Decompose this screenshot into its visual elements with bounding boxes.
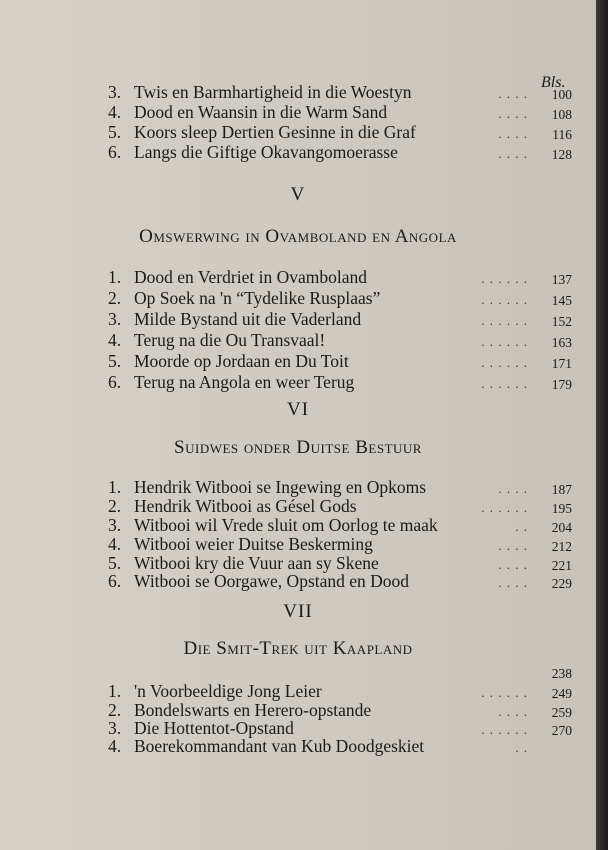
toc-entry <box>108 287 572 309</box>
entry-title: Hendrik Witbooi as Gésel Gods <box>134 496 357 516</box>
entry-number: 5. <box>108 351 122 371</box>
toc-entry <box>108 371 572 393</box>
entry-number: 6. <box>108 142 122 162</box>
entry-number: 5. <box>108 122 122 142</box>
section-heading: Omswerwing in Ovamboland en Angola <box>139 226 457 247</box>
entry-page-number: 259 <box>551 705 572 720</box>
entry-page-number: 270 <box>551 723 572 738</box>
entry-page-number: 204 <box>551 520 572 535</box>
toc-entry <box>108 570 572 592</box>
dot-leader: . . . . <box>498 481 528 496</box>
entry-number: 1. <box>108 267 122 287</box>
entry-number: 3. <box>108 718 122 738</box>
entry-number: 1. <box>108 477 122 497</box>
toc-entry <box>108 101 572 123</box>
dot-leader: . . . . . . <box>481 313 528 328</box>
dot-leader: . . . . <box>498 126 528 141</box>
entry-page-number: 163 <box>551 335 572 350</box>
entry-number: 4. <box>108 330 122 350</box>
dot-leader: . . . . . . <box>481 722 528 737</box>
entry-page-number: 187 <box>551 482 572 497</box>
entry-number: 3. <box>108 309 122 329</box>
entry-page-number: 249 <box>551 686 572 701</box>
entry-page-number: 128 <box>551 147 572 162</box>
entry-page-number: 137 <box>551 272 572 287</box>
dot-leader: . . . . . . <box>481 355 528 370</box>
entry-number: 4. <box>108 534 122 554</box>
entry-number: 6. <box>108 372 122 392</box>
toc-entry <box>108 266 572 288</box>
dot-leader: . . . . <box>498 538 528 553</box>
entry-number: 4. <box>108 102 122 122</box>
dot-leader: . . . . . . <box>481 685 528 700</box>
entry-page-number: 195 <box>551 501 572 516</box>
book-spine-edge <box>596 0 608 850</box>
entry-title: Moorde op Jordaan en Du Toit <box>134 351 349 371</box>
entry-title: Witbooi kry die Vuur aan sy Skene <box>134 553 379 573</box>
entry-title: Witbooi weier Duitse Beskerming <box>134 534 373 554</box>
entry-number: 1. <box>108 681 122 701</box>
toc-entry-page-only <box>108 660 572 682</box>
dot-leader: . . . . . . <box>481 292 528 307</box>
entry-title: Milde Bystand uit die Vaderland <box>134 309 362 329</box>
dot-leader: . . . . <box>498 146 528 161</box>
entry-page-number: 179 <box>551 377 572 392</box>
entry-page-number: 229 <box>551 576 572 591</box>
section-numeral: VII <box>283 601 313 622</box>
entry-number: 4. <box>108 736 122 756</box>
toc-entry <box>108 81 572 103</box>
entry-title: Koors sleep Dertien Gesinne in die Graf <box>134 122 416 142</box>
entry-page-number: 238 <box>551 666 572 681</box>
toc-entry <box>108 141 572 163</box>
entry-number: 3. <box>108 82 122 102</box>
dot-leader: . . . . <box>498 575 528 590</box>
entry-title: Dood en Verdriet in Ovamboland <box>134 267 367 287</box>
entry-number: 5. <box>108 553 122 573</box>
toc-entry <box>108 350 572 372</box>
dot-leader: . . <box>515 519 528 534</box>
section-heading: Suidwes onder Duitse Bestuur <box>174 437 422 458</box>
entry-title: Terug na die Ou Transvaal! <box>134 330 326 350</box>
section-numeral: V <box>290 184 306 205</box>
section-numeral: VI <box>286 399 310 420</box>
entry-title: Twis en Barmhartigheid in die Woestyn <box>134 82 412 102</box>
entry-title: Boerekommandant van Kub Doodgeskiet <box>134 736 425 756</box>
dot-leader: . . . . <box>498 106 528 121</box>
toc-entry <box>108 121 572 143</box>
dot-leader: . . . . . . <box>481 376 528 391</box>
toc-entry <box>108 735 572 757</box>
dot-leader: . . . . . . <box>481 271 528 286</box>
entry-page-number: 212 <box>551 539 572 554</box>
entry-number: 2. <box>108 496 122 516</box>
dot-leader: . . . . <box>498 557 528 572</box>
entry-title: Bondelswarts en Herero-opstande <box>134 700 372 720</box>
entry-page-number: 100 <box>551 87 572 102</box>
entry-page-number: 152 <box>551 314 572 329</box>
page-column-label: Bls. <box>541 74 566 91</box>
entry-title: Langs die Giftige Okavangomoerasse <box>134 142 398 162</box>
entry-number: 2. <box>108 700 122 720</box>
entry-title: Witbooi se Oorgawe, Opstand en Dood <box>134 571 410 591</box>
entry-title: Witbooi wil Vrede sluit om Oorlog te maak <box>134 515 438 535</box>
entry-title: Dood en Waansin in die Warm Sand <box>134 102 388 122</box>
entry-page-number: 116 <box>552 127 572 142</box>
section-heading: Die Smit-Trek uit Kaapland <box>183 638 413 659</box>
entry-number: 2. <box>108 288 122 308</box>
entry-title: Op Soek na 'n “Tydelike Rusplaas” <box>134 288 381 308</box>
entry-page-number: 221 <box>551 558 572 573</box>
entry-title: 'n Voorbeeldige Jong Leier <box>134 681 322 701</box>
entry-page-number: 171 <box>551 356 572 371</box>
entry-number: 3. <box>108 515 122 535</box>
dot-leader: . . . . <box>498 86 528 101</box>
entry-title: Die Hottentot-Opstand <box>134 718 294 738</box>
toc-entry <box>108 308 572 330</box>
dot-leader: . . . . <box>498 704 528 719</box>
entry-page-number: 145 <box>551 293 572 308</box>
entry-page-number: 108 <box>551 107 572 122</box>
toc-entry <box>108 329 572 351</box>
entry-number: 6. <box>108 571 122 591</box>
entry-title: Terug na Angola en weer Terug <box>134 372 355 392</box>
entry-title: Hendrik Witbooi se Ingewing en Opkoms <box>134 477 427 497</box>
dot-leader: . . . . . . <box>481 500 528 515</box>
dot-leader: . . . . . . <box>481 334 528 349</box>
dot-leader: . . <box>515 740 528 755</box>
